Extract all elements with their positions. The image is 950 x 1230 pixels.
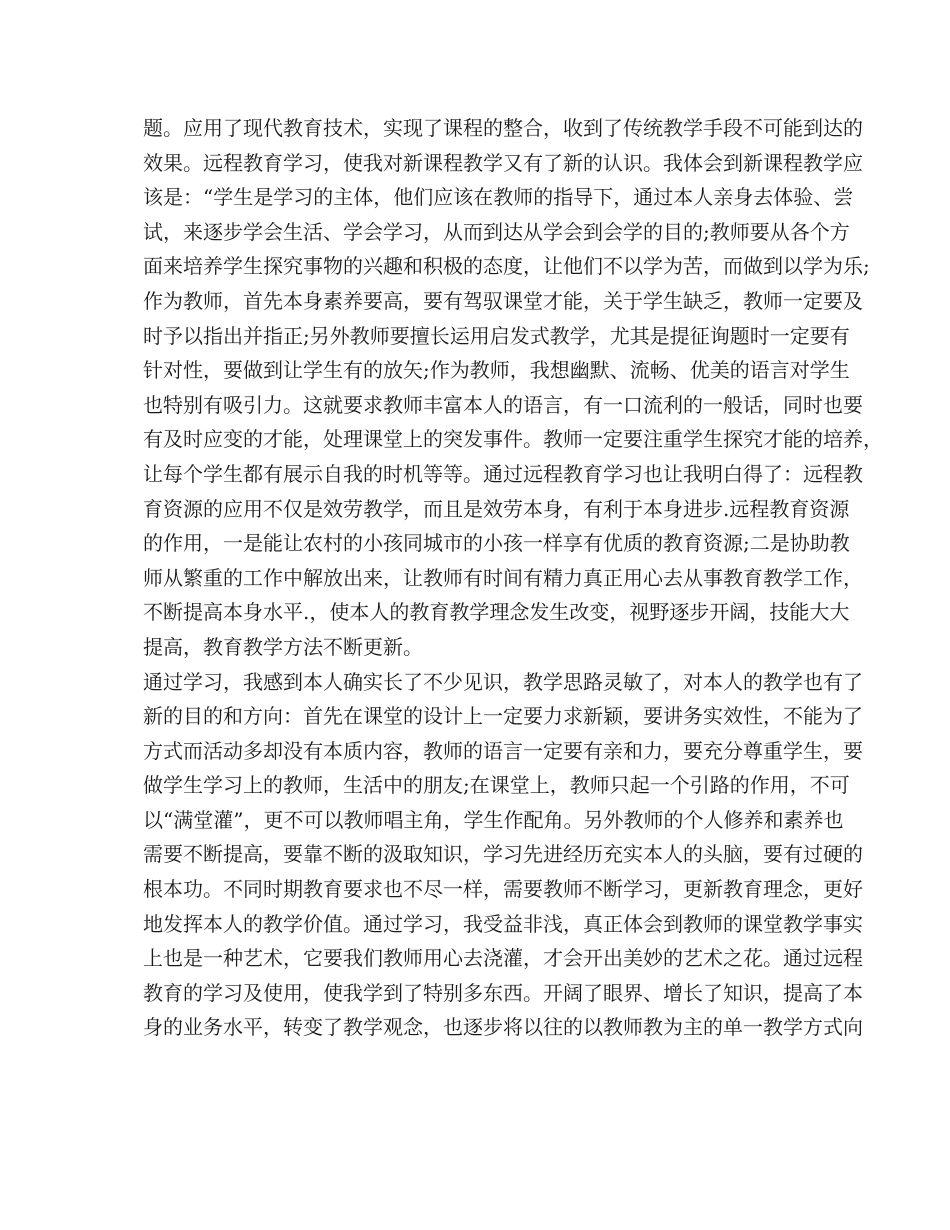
text-line: 身的业务水平，转变了教学观念，也逐步将以往的以教师教为主的单一教学方式向 <box>143 1015 863 1040</box>
text-line: 题。应用了现代教育技术，实现了课程的整合，收到了传统教学手段不可能到达的 <box>143 116 863 140</box>
text-line: 上也是一种艺术，它要我们教师用心去浇灌，才会开出美妙的艺术之花。通过远程 <box>143 946 863 971</box>
text-line: 面来培养学生探究事物的兴趣和积极的态度，让他们不以学为苦，而做到以学为乐; <box>143 254 870 279</box>
text-line: 以“满堂灌”，更不可以教师唱主角，学生作配角。另外教师的个人修养和素养也 <box>143 807 844 832</box>
text-line: 做学生学习上的教师，生活中的朋友;在课堂上，教师只起一个引路的作用，不可 <box>143 773 850 798</box>
text-line: 试，来逐步学会生活、学会学习，从而到达从学会到会学的目的;教师要从各个方 <box>143 219 850 244</box>
text-line: 教育的学习及使用，使我学到了特别多东西。开阔了眼界、增长了知识，提高了本 <box>143 980 863 1005</box>
text-line: 有及时应变的才能，处理课堂上的突发事件。教师一定要注重学生探究才能的培养， <box>143 427 883 452</box>
text-line: 针对性，要做到让学生有的放矢;作为教师，我想幽默、流畅、优美的语言对学生 <box>143 358 850 383</box>
text-line: 通过学习，我感到本人确实长了不少见识，教学思路灵敏了，对本人的教学也有了 <box>143 669 863 694</box>
text-line: 师从繁重的工作中解放出来，让教师有时间有精力真正用心去从事教育教学工作， <box>143 565 863 590</box>
text-line: 提高，教育教学方法不断更新。 <box>143 634 423 659</box>
text-line: 方式而活动多却没有本质内容，教师的语言一定要有亲和力，要充分尊重学生，要 <box>143 738 863 763</box>
text-line: 的作用，一是能让农村的小孩同城市的小孩一样享有优质的教育资源;二是协助教 <box>143 531 850 556</box>
text-line: 该是：“学生是学习的主体，他们应该在教师的指导下，通过本人亲身去体验、尝 <box>143 185 854 210</box>
text-line: 不断提高本身水平.，使本人的教育教学理念发生改变，视野逐步开阔，技能大大 <box>143 600 850 625</box>
text-line: 根本功。不同时期教育要求也不尽一样，需要教师不断学习，更新教育理念，更好 <box>143 877 863 902</box>
body-text <box>143 111 883 1045</box>
text-line: 让每个学生都有展示自我的时机等等。通过远程教育学习也让我明白得了：远程教 <box>143 461 863 486</box>
text-line: 新的目的和方向：首先在课堂的设计上一定要力求新颖，要讲务实效性，不能为了 <box>143 704 863 729</box>
text-line: 也特别有吸引力。这就要求教师丰富本人的语言，有一口流利的一般话，同时也要 <box>143 392 863 417</box>
text-line: 地发挥本人的教学价值。通过学习，我受益非浅，真正体会到教师的课堂教学事实 <box>143 911 863 936</box>
text-line: 时予以指出并指正;另外教师要擅长运用启发式教学，尤其是提征询题时一定要有 <box>143 323 850 348</box>
text-line: 效果。远程教育学习，使我对新课程教学又有了新的认识。我体会到新课程教学应 <box>143 150 863 175</box>
text-line: 作为教师，首先本身素养要高，要有驾驭课堂才能，关于学生缺乏，教师一定要及 <box>143 288 863 313</box>
text-line: 育资源的应用不仅是效劳教学，而且是效劳本身，有利于本身进步.远程教育资源 <box>143 496 850 521</box>
text-line: 需要不断提高，要靠不断的汲取知识，学习先进经历充实本人的头脑，要有过硬的 <box>143 842 863 867</box>
